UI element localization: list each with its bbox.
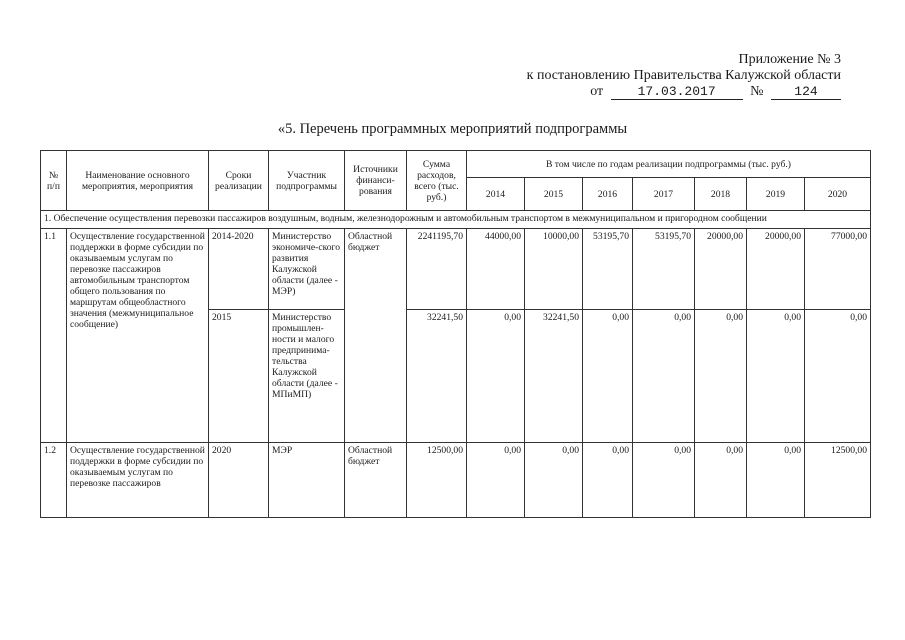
row-sources: Областной бюджет	[345, 229, 407, 443]
year-header: 2016	[583, 178, 633, 211]
row-num: 1.1	[41, 229, 67, 443]
year-value: 0,00	[805, 310, 871, 443]
appendix-header	[527, 52, 841, 100]
row-num: 1.2	[41, 443, 67, 518]
row-name: Осуществление государственной поддержки в форме субсидии по оказываемым услугам по перевозке пассажиров	[67, 443, 209, 518]
row-total: 2241195,70	[407, 229, 467, 310]
year-header: 2019	[747, 178, 805, 211]
year-header: 2014	[467, 178, 525, 211]
year-value: 44000,00	[467, 229, 525, 310]
col-header-num: № п/п	[41, 151, 67, 211]
number-prefix: №	[750, 84, 764, 99]
year-value: 0,00	[695, 310, 747, 443]
row-terms: 2020	[209, 443, 269, 518]
row-total: 32241,50	[407, 310, 467, 443]
row-sources: Областной бюджет	[345, 443, 407, 518]
year-value: 0,00	[695, 443, 747, 518]
row-terms: 2015	[209, 310, 269, 443]
row-name: Осуществление государственной поддержки в форме субсидии по оказываемым услугам по перевозке пассажиров автомобильным транспортом общего пользования по маршрутам общеобластного значения (межмуниципальное сообщение)	[67, 229, 209, 443]
date-prefix: от	[590, 84, 604, 99]
document-title: «5. Перечень программных мероприятий подпрограммы	[277, 121, 628, 137]
row-participant: МЭР	[269, 443, 345, 518]
year-value: 20000,00	[747, 229, 805, 310]
year-value: 12500,00	[805, 443, 871, 518]
program-activities-table	[40, 150, 871, 518]
year-value: 20000,00	[695, 229, 747, 310]
year-value: 0,00	[747, 443, 805, 518]
year-value: 0,00	[525, 443, 583, 518]
resolution-number: 124	[771, 85, 841, 100]
year-value: 0,00	[583, 443, 633, 518]
row-participant: Министерство экономиче-ского развития Калужской области (далее - МЭР)	[269, 229, 345, 310]
col-header-name: Наименование основного мероприятия, мероприятия	[67, 151, 209, 211]
year-value: 10000,00	[525, 229, 583, 310]
col-header-sources: Источники финанси-рования	[345, 151, 407, 211]
year-value: 0,00	[467, 310, 525, 443]
year-value: 0,00	[583, 310, 633, 443]
appendix-number: Приложение № 3	[738, 52, 841, 67]
row-total: 12500,00	[407, 443, 467, 518]
year-value: 0,00	[467, 443, 525, 518]
year-header: 2017	[633, 178, 695, 211]
year-value: 77000,00	[805, 229, 871, 310]
row-participant: Министерство промышлен-ности и малого предпринима-тельства Калужской области (далее - МПиМП)	[269, 310, 345, 443]
year-value: 0,00	[633, 443, 695, 518]
year-value: 0,00	[747, 310, 805, 443]
year-value: 53195,70	[633, 229, 695, 310]
row-terms: 2014-2020	[209, 229, 269, 310]
section-title: 1. Обеспечение осуществления перевозки пассажиров воздушным, водным, железнодорожным и автомобильным транспортом в межмуниципальном и пригородном сообщении	[41, 211, 871, 229]
col-header-terms: Сроки реализации	[209, 151, 269, 211]
resolution-date: 17.03.2017	[611, 85, 743, 100]
year-value: 53195,70	[583, 229, 633, 310]
year-header: 2015	[525, 178, 583, 211]
header-row	[41, 151, 871, 178]
col-header-by-years: В том числе по годам реализации подпрограммы (тыс. руб.)	[467, 151, 871, 178]
appendix-reference: к постановлению Правительства Калужской области	[526, 68, 841, 83]
col-header-total: Сумма расходов, всего (тыс. руб.)	[407, 151, 467, 211]
col-header-participant: Участник подпрограммы	[269, 151, 345, 211]
year-value: 0,00	[633, 310, 695, 443]
year-value: 32241,50	[525, 310, 583, 443]
table-row	[41, 443, 871, 518]
year-header: 2018	[695, 178, 747, 211]
section-row	[41, 211, 871, 229]
year-header: 2020	[805, 178, 871, 211]
table-row	[41, 229, 871, 310]
resolution-date-line	[527, 84, 841, 100]
